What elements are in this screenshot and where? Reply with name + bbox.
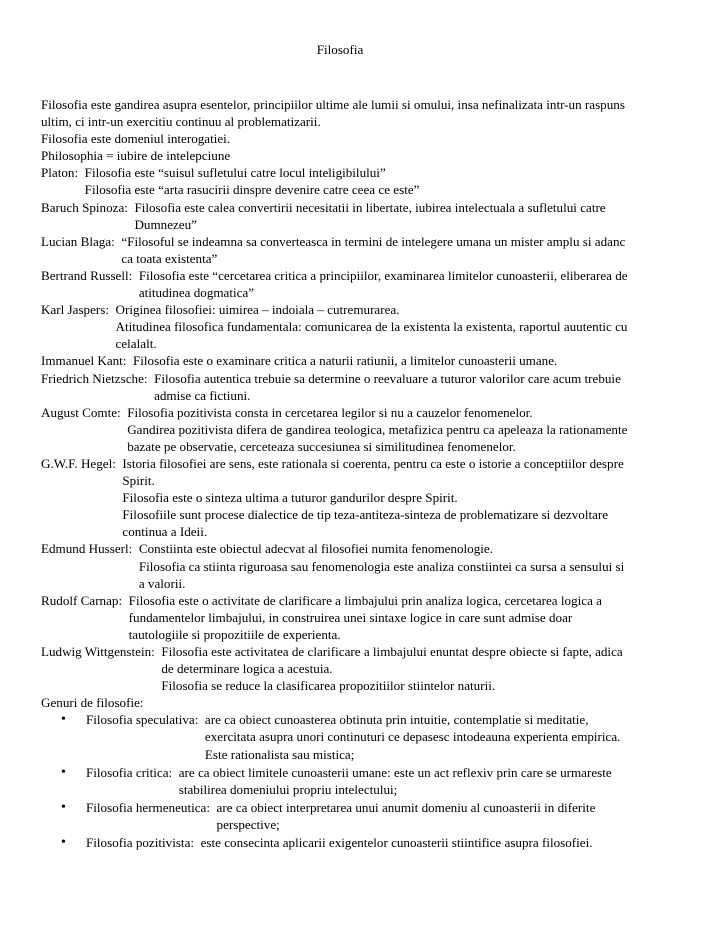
text-line: Istoria filosofiei are sens, este rationala si coerenta, pentru ca este o istorie a conceptiilor despre xyxy=(122,455,624,471)
text-line: Filosofia este o sinteza ultima a tuturor gandurilor despre Spirit. xyxy=(122,490,458,506)
definition-paragraph xyxy=(139,540,691,557)
genre-item xyxy=(61,834,691,851)
definition-entry xyxy=(41,352,691,369)
definition-paragraph xyxy=(133,352,691,369)
definition-paragraph xyxy=(129,592,691,643)
text-line: Spirit. xyxy=(122,473,155,489)
document-body xyxy=(41,96,691,852)
text-line: Atitudinea filosofica fundamentala: comunicarea de la existenta la existenta, raportul auutentic cu xyxy=(115,319,628,335)
text-line: Filosofia autentica trebuie sa determine o reevaluare a tuturor valorilor care acum trebuie xyxy=(154,370,621,386)
text-line: tautologiile si propozitiile de experienta. xyxy=(128,626,341,642)
definition-texts xyxy=(139,540,691,591)
definition-paragraph xyxy=(41,96,691,130)
genre-texts xyxy=(179,764,691,798)
definition-paragraph xyxy=(121,233,691,267)
genre-name: Filosofia hermeneutica: xyxy=(86,799,217,815)
definition-entry xyxy=(41,199,691,233)
definition-paragraph xyxy=(122,455,691,489)
text-line: Filosofia este “cercetarea critica a principiilor, examinarea limitelor cunoasterii, eliberarea de xyxy=(138,267,628,283)
definition-entry xyxy=(41,233,691,267)
genre-texts xyxy=(217,799,691,833)
definition-entry xyxy=(41,592,691,643)
text-line: exercitata asupra unori continuturi ce depasesc intodeauna experienta empirica. xyxy=(204,729,621,745)
definition-entry xyxy=(41,301,691,352)
text-line: stabilirea domeniului propriu intelectului; xyxy=(178,781,398,797)
genre-body xyxy=(86,834,691,851)
text-line: Filosofia este activitatea de clarificare a limbajului enuntat despre obiecte si fapte, adica xyxy=(161,644,623,659)
text-line: ultim, ci intr-un exercitiu continuu al problematizarii. xyxy=(41,114,321,130)
genre-texts xyxy=(205,711,691,762)
text-line: are ca obiect interpretarea unui anumit domeniu al cunoasterii in diferite xyxy=(216,799,596,815)
genre-texts xyxy=(201,834,691,851)
genre-name: Filosofia pozitivista: xyxy=(86,835,201,851)
philosopher-name: Ludwig Wittgenstein: xyxy=(41,644,162,659)
definition-paragraph xyxy=(127,421,691,455)
philosopher-name: Karl Jaspers: xyxy=(41,302,116,318)
text-line: Filosofia pozitivista consta in cercetarea legilor si nu a cauzelor fenomenelor. xyxy=(127,404,533,420)
text-line: atitudinea dogmatica” xyxy=(138,285,255,301)
text-line: a valorii. xyxy=(138,575,186,591)
philosopher-name: Baruch Spinoza: xyxy=(41,199,135,215)
philosopher-name: G.W.F. Hegel: xyxy=(41,455,123,471)
text-line: Este rationalista sau mistica; xyxy=(204,746,355,762)
text-line: Philosophia = iubire de intelepciune xyxy=(41,148,231,164)
definition-texts xyxy=(154,370,691,404)
genre-body xyxy=(86,799,691,833)
definition-paragraph xyxy=(134,199,691,233)
definition-paragraph xyxy=(116,318,691,352)
definition-paragraph xyxy=(127,404,691,421)
text-line: este consecinta aplicarii exigentelor cunoasterii stiintifice asupra filosofiei. xyxy=(200,835,593,851)
text-line: fundamentelor limbajului, in construirea unei sintaxe logice in care sunt admise doar xyxy=(128,609,573,625)
text-line: admise ca fictiuni. xyxy=(154,387,251,403)
text-line: Filosofia este gandirea asupra esentelor, principiilor ultime ale lumii si omului, insa nefinalizata intr-un raspuns xyxy=(41,97,625,112)
text-line: Filosofia este domeniul interogatiei. xyxy=(41,131,231,147)
definition-entry xyxy=(41,540,691,591)
definition-paragraph xyxy=(122,489,691,506)
definition-texts xyxy=(133,352,691,369)
philosopher-name: Bertrand Russell: xyxy=(41,267,139,283)
text-line: “Filosoful se indeamna sa converteasca in termini de intelegere umana un mister amplu si adanc xyxy=(121,233,626,249)
genre-body xyxy=(86,711,691,762)
genre-item xyxy=(61,764,691,798)
definition-paragraph xyxy=(217,799,691,833)
philosopher-name: Immanuel Kant: xyxy=(41,353,133,369)
text-line: Dumnezeu” xyxy=(134,216,197,232)
genre-name: Filosofia speculativa: xyxy=(86,712,205,728)
text-line: Constiinta este obiectul adecvat al filosofiei numita fenomenologie. xyxy=(138,541,494,557)
philosopher-name: Lucian Blaga: xyxy=(41,233,122,249)
definition-texts xyxy=(122,455,691,540)
philosopher-name: Rudolf Carnap: xyxy=(41,592,129,608)
definition-paragraph xyxy=(205,746,691,763)
text-line: bazate pe observatie, cerceteaza succesiunea si similitudinea fenomenelor. xyxy=(127,438,516,454)
bullet-icon: • xyxy=(61,799,66,815)
definition-paragraph xyxy=(85,164,691,181)
definition-entry xyxy=(41,370,691,404)
philosopher-name: Edmund Husserl: xyxy=(41,541,139,557)
text-line: de determinare logica a acestuia. xyxy=(161,661,333,677)
text-line: Filosofia se reduce la clasificarea propozitiilor stiintelor naturii. xyxy=(161,678,496,694)
text-line: Filosofia este “arta rasucirii dinspre devenire catre ceea ce este” xyxy=(84,182,420,198)
definition-paragraph xyxy=(139,267,691,301)
genres-list xyxy=(41,711,691,851)
philosopher-name: Friedrich Nietzsche: xyxy=(41,370,155,386)
definition-texts xyxy=(139,267,691,301)
definition-texts xyxy=(161,643,691,694)
genre-body xyxy=(86,764,691,798)
definition-paragraph xyxy=(205,711,691,745)
text-line: celalalt. xyxy=(115,336,157,352)
definition-paragraph xyxy=(161,643,691,677)
definition-entry xyxy=(41,164,691,198)
definition-texts xyxy=(129,592,691,643)
definitions-list xyxy=(41,164,691,694)
text-line: Gandirea pozitivista difera de gandirea teologica, metafizica pentru ca apeleaza la rationamente xyxy=(127,421,628,437)
definition-entry xyxy=(41,267,691,301)
definition-paragraph xyxy=(85,181,691,198)
definition-texts xyxy=(134,199,691,233)
genre-item xyxy=(61,711,691,762)
text-line: Filosofia este o examinare critica a naturii ratiunii, a limitelor cunoasterii umane. xyxy=(133,353,558,369)
text-line: Filosofia este “suisul sufletului catre locul inteligibilului” xyxy=(84,165,386,181)
definition-paragraph xyxy=(139,558,691,592)
text-line: are ca obiect cunoasterea obtinuta prin intuitie, contemplatie si meditatie, xyxy=(204,712,589,728)
text-line: Originea filosofiei: uimirea – indoiala – cutremurarea. xyxy=(115,302,400,318)
bullet-icon: • xyxy=(61,712,66,728)
genre-name: Filosofia critica: xyxy=(86,764,179,780)
intro-section xyxy=(41,96,691,164)
document-title: Filosofia xyxy=(316,42,364,57)
definition-paragraph xyxy=(154,370,691,404)
definition-paragraph xyxy=(41,147,691,164)
genres-heading: Genuri de filosofie: xyxy=(41,695,144,711)
text-line: perspective; xyxy=(216,816,280,832)
definition-texts xyxy=(116,301,691,352)
definition-texts xyxy=(121,233,691,267)
definition-entry xyxy=(41,404,691,455)
definition-paragraph xyxy=(41,130,691,147)
bullet-icon: • xyxy=(61,835,66,851)
definition-paragraph xyxy=(179,764,691,798)
genre-item xyxy=(61,799,691,833)
text-line: ca toata existenta” xyxy=(121,250,218,266)
definition-texts xyxy=(85,164,691,198)
text-line: Filosofia ca stiinta riguroasa sau fenomenologia este analiza constiintei ca sursa a sensului si xyxy=(138,558,625,574)
text-line: are ca obiect limitele cunoasterii umane: este un act reflexiv prin care se urmareste xyxy=(178,764,612,780)
definition-paragraph xyxy=(116,301,691,318)
text-line: continua a Ideii. xyxy=(122,524,208,540)
definition-paragraph xyxy=(201,834,691,851)
definition-entry xyxy=(41,643,691,694)
definition-paragraph xyxy=(122,506,691,540)
definition-texts xyxy=(127,404,691,455)
bullet-icon: • xyxy=(61,764,66,780)
philosopher-name: August Comte: xyxy=(41,404,128,420)
text-line: Filosofiile sunt procese dialectice de tip teza-antiteza-sinteza de problematizare si dezvoltare xyxy=(122,507,609,523)
philosopher-name: Platon: xyxy=(41,165,85,181)
definition-paragraph xyxy=(161,677,691,694)
definition-entry xyxy=(41,455,691,540)
text-line: Filosofia este calea convertirii necesitatii in libertate, iubirea intelectuala a sufletului catre xyxy=(134,199,606,215)
text-line: Filosofia este o activitate de clarificare a limbajului prin analiza logica, cercetarea logica a xyxy=(128,592,602,608)
